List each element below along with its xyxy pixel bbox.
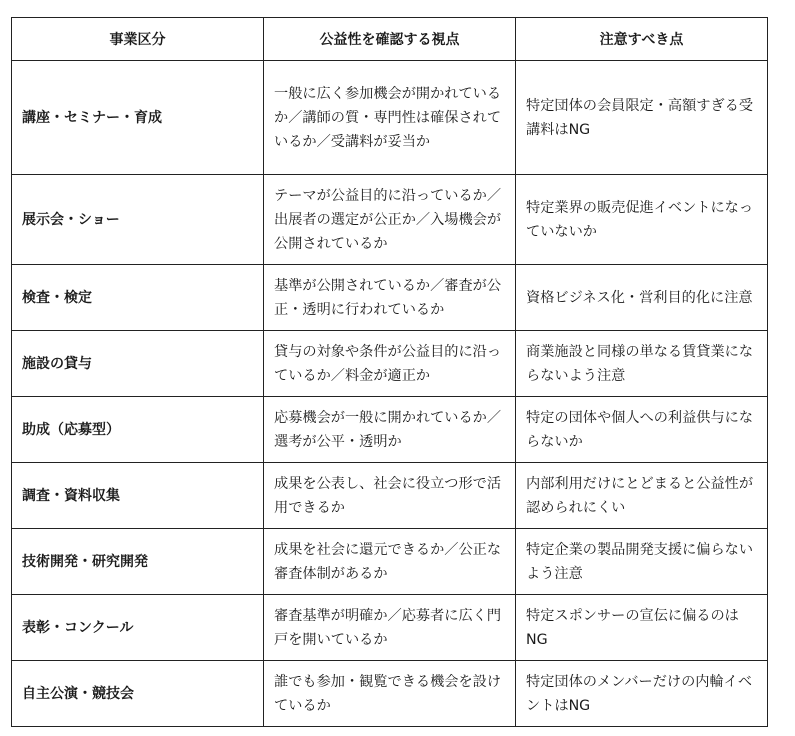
table-row: [12, 331, 768, 397]
row-category: 展示会・ショー: [12, 175, 264, 265]
row-viewpoint: 審査基準が明確か／応募者に広く門戸を開いているか: [264, 595, 516, 661]
row-category: 検査・検定: [12, 265, 264, 331]
row-category: 調査・資料収集: [12, 463, 264, 529]
row-category: 表彰・コンクール: [12, 595, 264, 661]
table-row: [12, 529, 768, 595]
header-caution: 注意すべき点: [516, 18, 768, 61]
row-viewpoint: 応募機会が一般に開かれているか／選考が公平・透明か: [264, 397, 516, 463]
row-viewpoint: 基準が公開されているか／審査が公正・透明に行われているか: [264, 265, 516, 331]
row-category: 技術開発・研究開発: [12, 529, 264, 595]
table-row: [12, 61, 768, 175]
row-caution: 特定企業の製品開発支援に偏らないよう注意: [516, 529, 768, 595]
row-category: 自主公演・競技会: [12, 661, 264, 727]
row-caution: 特定団体の会員限定・高額すぎる受講料はNG: [516, 61, 768, 175]
row-caution: 特定業界の販売促進イベントになっていないか: [516, 175, 768, 265]
row-caution: 内部利用だけにとどまると公益性が認められにくい: [516, 463, 768, 529]
table-row: [12, 463, 768, 529]
row-viewpoint: 成果を公表し、社会に役立つ形で活用できるか: [264, 463, 516, 529]
row-viewpoint: 一般に広く参加機会が開かれているか／講師の質・専門性は確保されているか／受講料が妥当か: [264, 61, 516, 175]
row-caution: 資格ビジネス化・営利目的化に注意: [516, 265, 768, 331]
public-interest-table-container: [11, 17, 767, 727]
table-row: [12, 175, 768, 265]
row-category: 助成（応募型）: [12, 397, 264, 463]
row-category: 講座・セミナー・育成: [12, 61, 264, 175]
row-category: 施設の貸与: [12, 331, 264, 397]
row-viewpoint: 成果を社会に還元できるか／公正な審査体制があるか: [264, 529, 516, 595]
public-interest-table: [11, 17, 768, 727]
row-viewpoint: 誰でも参加・観覧できる機会を設けているか: [264, 661, 516, 727]
table-row: [12, 595, 768, 661]
row-caution: 特定の団体や個人への利益供与にならないか: [516, 397, 768, 463]
row-viewpoint: テーマが公益目的に沿っているか／出展者の選定が公正か／入場機会が公開されているか: [264, 175, 516, 265]
header-viewpoint: 公益性を確認する視点: [264, 18, 516, 61]
header-business-category: 事業区分: [12, 18, 264, 61]
table-row: [12, 265, 768, 331]
table-row: [12, 397, 768, 463]
table-row: [12, 661, 768, 727]
row-viewpoint: 貸与の対象や条件が公益目的に沿っているか／料金が適正か: [264, 331, 516, 397]
row-caution: 特定団体のメンバーだけの内輪イベントはNG: [516, 661, 768, 727]
row-caution: 商業施設と同様の単なる賃貸業にならないよう注意: [516, 331, 768, 397]
row-caution: 特定スポンサーの宣伝に偏るのはNG: [516, 595, 768, 661]
table-header-row: [12, 18, 768, 61]
